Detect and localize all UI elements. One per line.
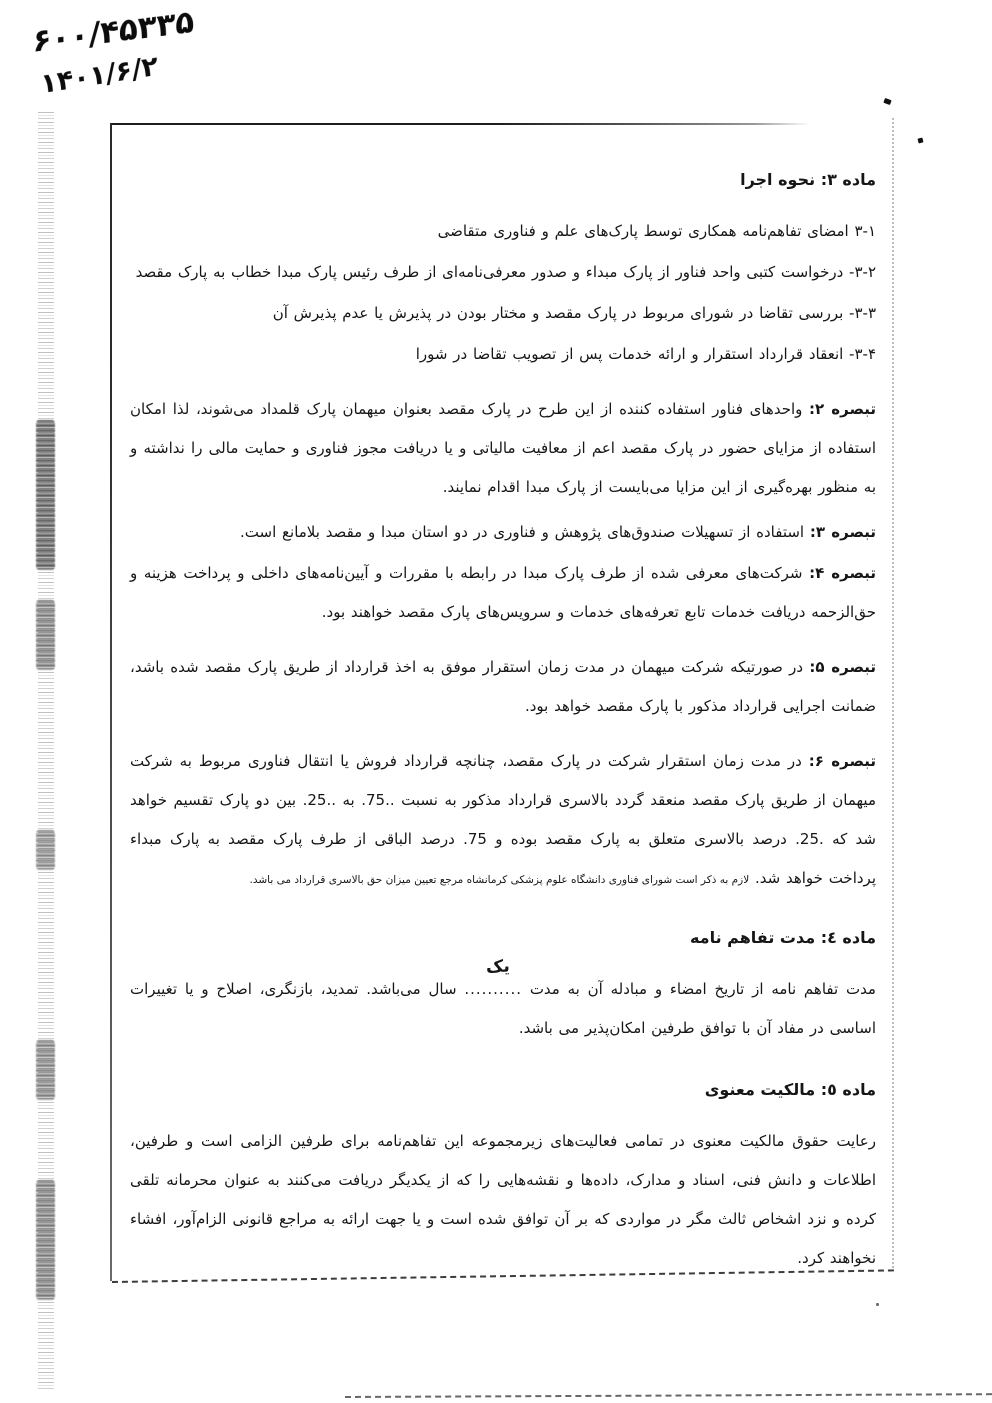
note-6-label: تبصره ۶: [808,752,876,770]
duration-blank [464,956,523,1009]
scan-noise-blob [36,420,55,570]
note-6-text: در مدت زمان استقرار شرکت در پارک مقصد، چنانچه قرارداد فروش یا انتقال فناوری مربوط به شرکت میهمان از طریق پارک مقصد منعقد گردد بالاسری قرارداد مذکور به نسبت ..75. به ..25. بین دو پارک تقسیم خواهد شد که .25. درصد بالاسری متعلق به پارک مقصد بوده و 75. درصد الباقی از طرف پارک مقصد به پارک مبداء پرداخت خواهد شد. [130,752,876,887]
ink-speck [917,137,923,143]
scan-noise-blob [36,1180,55,1300]
scan-noise-blob [36,1040,55,1100]
note-5-text: در صورتیکه شرکت میهمان در مدت زمان استقرار موفق به اخذ قرارداد از طریق پارک مقصد شده باشد، ضمانت اجرایی قرارداد مذکور با پارک مقصد خواهد بود. [130,658,876,715]
note-3-text: استفاده از تسهیلات صندوق‌های پژوهش و فناوری در دو استان مبدا و مقصد بلامانع است. [240,523,805,541]
article-4-text-before-blank: مدت تفاهم نامه از تاریخ امضاء و مبادله آن به مدت [529,980,876,998]
article-3-item-2: ۳-۲- درخواست کتبی واحد فناور از پارک مبداء و صدور معرفی‌نامه‌ای از طرف رئیس پارک مبدا خطاب به پارک مقصد [135,263,876,281]
note-5-label: تبصره ۵: [809,658,876,676]
note-2-label: تبصره ۲: [809,400,876,418]
note-6-small-note: لازم به ذکر است شورای فناوری دانشگاه علوم پزشکی کرمانشاه مرجع تعیین میزان حق بالاسری قرارداد می باشد. [249,874,750,886]
page-frame-left-line [110,123,112,1281]
scan-bottom-dashed-artifact [345,1393,992,1398]
handwritten-reference-number: ۶۰۰/۴۵۳۳۵ [32,3,195,61]
handwritten-duration-fill: یک [485,956,511,978]
scan-noise-blob [36,600,55,670]
handwritten-date: ۱۴۰۱/۶/۲ [39,50,160,101]
article-3-heading: ماده ۳: نحوه اجرا [740,170,876,189]
page-frame-right-dotted-line [892,118,894,1268]
note-5-paragraph [130,648,876,726]
note-2-text: واحدهای فناور استفاده کننده از این طرح در پارک مقصد بعنوان میهمان پارک قلمداد می‌شوند، لذا امکان استفاده از مزایای حضور در پارک مقصد اعم از معافیت مالیاتی و یا دریافت مجوز فناوری و حمایت مالی را نداشته و به منظور بهره‌گیری از این مزایا می‌بایست از پارک مبدا اقدام نمایند. [130,400,876,496]
note-3-label: تبصره ۳: [809,523,876,541]
article-3-item-4: ۳-۴- انعقاد قرارداد استقرار و ارائه خدمات پس از تصویب تقاضا در شورا [415,345,876,363]
article-3-item-3: ۳-۳- بررسی تقاضا در شورای مربوط در پارک مقصد و مختار بودن در پذیرش یا عدم پذیرش آن [272,304,876,322]
ink-speck [876,1303,879,1306]
article-5-heading: ماده ٥: مالکیت معنوی [704,1080,876,1099]
article-4-text-after-blank: سال می‌باشد. تمدید، بازنگری، اصلاح و یا تغییرات اساسی در مفاد آن با توافق طرفین امکان‌پذیر می باشد. [130,980,876,1037]
note-4-label: تبصره ۴: [809,564,876,582]
note-2-paragraph [130,390,876,507]
article-3-item-1: ۳-۱ امضای تفاهم‌نامه همکاری توسط پارک‌های علم و فناوری متقاضی [437,222,876,240]
article-4-paragraph [130,956,876,1048]
article-5-paragraph: رعایت حقوق مالکیت معنوی در تمامی فعالیت‌های زیرمجموعه این تفاهم‌نامه برای طرفین الزامی است و طرفین، اطلاعات و دانش فنی، اسناد و مدارک، داده‌ها و نقشه‌هایی را که از یکدیگر دریافت می‌کنند به عنوان محرمانه تلقی کرده و نزد اشخاص ثالث مگر در مواردی که بر آن توافق شده است و یا جهت ارائه به مراجع قانونی الزام‌آور، افشاء نخواهند کرد. [130,1132,876,1267]
scan-noise-blob [36,830,55,870]
article-4-heading: ماده ٤: مدت تفاهم نامه [689,928,876,947]
duration-blank-dots: .......... [464,980,523,998]
document-body [130,168,876,1284]
ink-speck [883,98,891,105]
note-4-text: شرکت‌های معرفی شده از طرف پارک مبدا در رابطه با مقررات و آیین‌نامه‌های داخلی و پرداخت هزینه و حق‌الزحمه دریافت خدمات تابع تعرفه‌های خدمات و سرویس‌های پارک مقصد خواهند بود. [130,564,876,621]
note-4-paragraph [130,554,876,632]
note-3-paragraph [130,513,876,552]
note-6-paragraph [130,742,876,900]
page-frame-top-line [110,123,810,125]
